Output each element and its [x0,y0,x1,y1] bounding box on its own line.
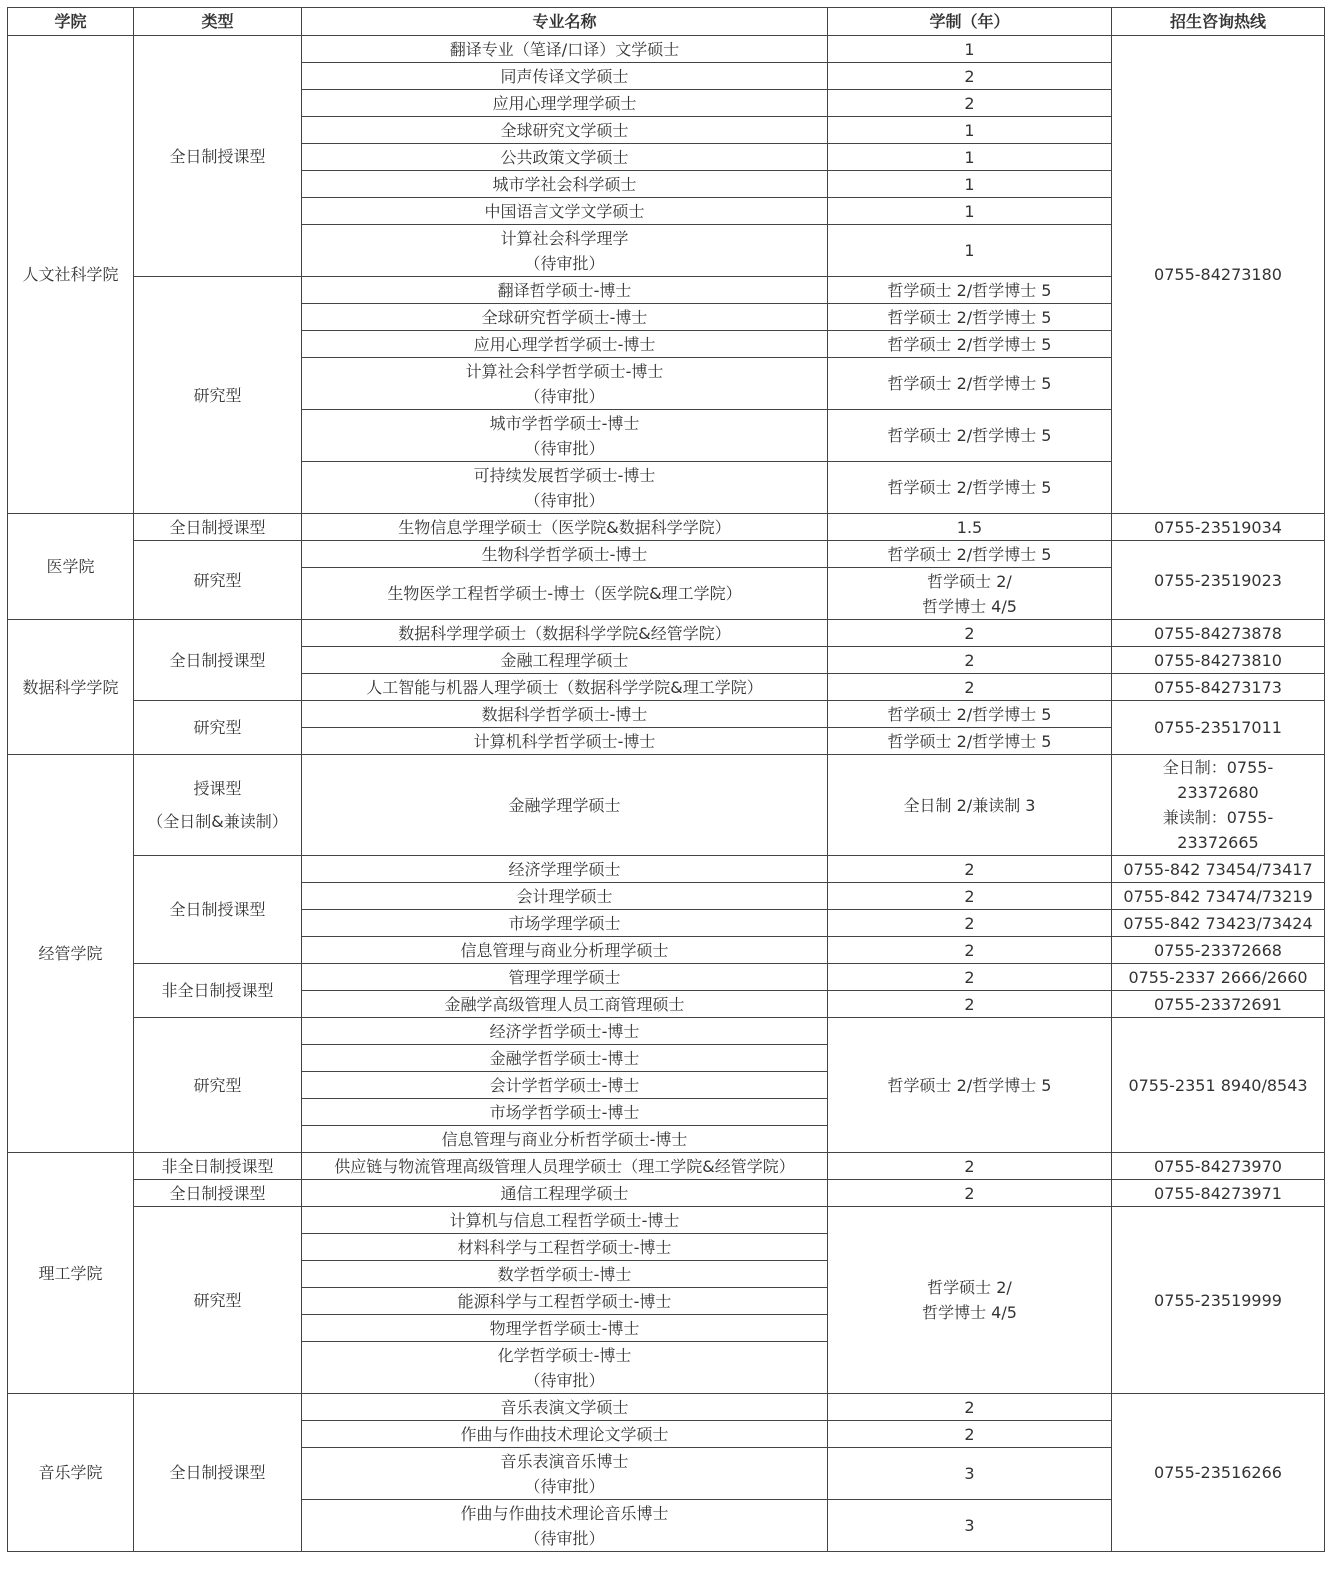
program-title: 作曲与作曲技术理论音乐博士 [460,1503,669,1523]
duration-line: 哲学博士 4/5 [922,596,1017,616]
hotline: 0755-2351 8940/8543 [1112,1018,1325,1153]
school-name: 医学院 [8,514,134,620]
program-type: 非全日制授课型 [134,1153,302,1180]
program-duration: 哲学硕士 2/哲学博士 5 [828,331,1112,358]
program-name: 信息管理与商业分析哲学硕士-博士 [302,1126,828,1153]
program-name: 生物科学哲学硕士-博士 [302,541,828,568]
program-type: 全日制授课型 [134,1180,302,1207]
header-program: 专业名称 [302,8,828,36]
table-row [8,1018,1325,1045]
program-duration: 2 [828,910,1112,937]
program-name: 翻译专业（笔译/口译）文学硕士 [302,36,828,63]
program-name: 市场学哲学硕士-博士 [302,1099,828,1126]
program-name: 信息管理与商业分析理学硕士 [302,937,828,964]
hotline-line: 23372680 [1177,783,1259,802]
program-name: 材料科学与工程哲学硕士-博士 [302,1234,828,1261]
hotline-line: 23372665 [1177,833,1259,852]
header-row [8,8,1325,36]
program-duration: 2 [828,1394,1112,1421]
program-type: 研究型 [134,701,302,755]
program-duration: 全日制 2/兼读制 3 [828,755,1112,856]
program-name: 经济学哲学硕士-博士 [302,1018,828,1045]
hotline: 0755-84273971 [1112,1180,1325,1207]
program-type: 全日制授课型 [134,856,302,964]
program-name: 会计理学硕士 [302,883,828,910]
hotline: 0755-84273810 [1112,647,1325,674]
program-name [302,358,828,410]
program-name: 市场学理学硕士 [302,910,828,937]
program-duration: 1 [828,225,1112,277]
table-row [8,514,1325,541]
table-row [8,701,1325,728]
hotline-line: 兼读制：0755- [1162,808,1274,827]
program-duration: 2 [828,937,1112,964]
program-title: 计算社会科学理学 [500,228,629,248]
program-title: 城市学哲学硕士-博士 [489,413,640,433]
program-duration: 2 [828,883,1112,910]
program-duration: 1 [828,36,1112,63]
pending-note: （待审批） [524,490,605,510]
header-hotline: 招生咨询热线 [1112,8,1325,36]
program-type: 全日制授课型 [134,1394,302,1552]
program-duration: 2 [828,1180,1112,1207]
program-type [134,755,302,856]
program-duration: 2 [828,991,1112,1018]
program-name: 城市学社会科学硕士 [302,171,828,198]
program-duration: 哲学硕士 2/哲学博士 5 [828,410,1112,462]
hotline: 0755-23372691 [1112,991,1325,1018]
program-type: 非全日制授课型 [134,964,302,1018]
hotline [1112,755,1325,856]
hotline: 0755-23519999 [1112,1207,1325,1394]
hotline: 0755-842 73474/73219 [1112,883,1325,910]
program-name [302,462,828,514]
program-table [7,7,1325,1552]
table-row [8,856,1325,883]
program-duration: 2 [828,1421,1112,1448]
pending-note: （待审批） [524,1476,605,1496]
program-name [302,1448,828,1500]
program-name: 同声传译文学硕士 [302,63,828,90]
hotline: 0755-842 73423/73424 [1112,910,1325,937]
program-duration: 2 [828,90,1112,117]
program-duration: 2 [828,964,1112,991]
program-type: 研究型 [134,1018,302,1153]
program-duration: 哲学硕士 2/哲学博士 5 [828,728,1112,755]
program-duration: 哲学硕士 2/哲学博士 5 [828,304,1112,331]
program-name: 经济学理学硕士 [302,856,828,883]
hotline: 0755-842 73454/73417 [1112,856,1325,883]
program-name: 应用心理学理学硕士 [302,90,828,117]
program-duration: 哲学硕士 2/哲学博士 5 [828,277,1112,304]
table-row [8,755,1325,856]
program-name: 数据科学哲学硕士-博士 [302,701,828,728]
program-name: 金融工程理学硕士 [302,647,828,674]
program-table-wrapper [7,7,1324,1552]
program-name: 管理学理学硕士 [302,964,828,991]
table-row [8,1394,1325,1421]
program-duration: 哲学硕士 2/哲学博士 5 [828,701,1112,728]
program-name [302,225,828,277]
pending-note: （待审批） [524,253,605,273]
header-type: 类型 [134,8,302,36]
table-row [8,541,1325,568]
program-name: 全球研究文学硕士 [302,117,828,144]
school-name: 经管学院 [8,755,134,1153]
program-name [302,1500,828,1552]
program-name: 生物医学工程哲学硕士-博士（医学院&理工学院） [302,568,828,620]
hotline-line: 全日制：0755- [1162,758,1274,777]
program-type: 全日制授课型 [134,36,302,277]
hotline: 0755-2337 2666/2660 [1112,964,1325,991]
program-type: 研究型 [134,1207,302,1394]
table-row [8,1180,1325,1207]
program-duration: 哲学硕士 2/哲学博士 5 [828,1018,1112,1153]
program-duration: 哲学硕士 2/哲学博士 5 [828,462,1112,514]
header-school: 学院 [8,8,134,36]
program-name: 金融学高级管理人员工商管理硕士 [302,991,828,1018]
pending-note: （待审批） [524,1370,605,1390]
program-name: 全球研究哲学硕士-博士 [302,304,828,331]
table-row [8,964,1325,991]
program-title: 化学哲学硕士-博士 [497,1345,632,1365]
program-duration: 2 [828,620,1112,647]
program-name: 计算机科学哲学硕士-博士 [302,728,828,755]
program-title: 可持续发展哲学硕士-博士 [473,465,656,485]
table-row [8,1153,1325,1180]
table-row [8,620,1325,647]
hotline: 0755-23519023 [1112,541,1325,620]
duration-line: 哲学硕士 2/ [927,1278,1012,1297]
program-title: 计算社会科学哲学硕士-博士 [465,361,664,381]
program-duration: 2 [828,63,1112,90]
table-row [8,36,1325,63]
pending-note: （待审批） [524,438,605,458]
program-type: 研究型 [134,541,302,620]
program-name: 生物信息学理学硕士（医学院&数据科学学院） [302,514,828,541]
program-name: 公共政策文学硕士 [302,144,828,171]
table-row [8,1207,1325,1234]
type-line: 授课型 [193,779,242,798]
hotline: 0755-84273173 [1112,674,1325,701]
program-name: 数据科学理学硕士（数据科学学院&经管学院） [302,620,828,647]
program-title: 音乐表演音乐博士 [500,1451,629,1471]
pending-note: （待审批） [524,1528,605,1548]
hotline: 0755-23517011 [1112,701,1325,755]
program-name: 数学哲学硕士-博士 [302,1261,828,1288]
program-name: 人工智能与机器人理学硕士（数据科学学院&理工学院） [302,674,828,701]
program-duration: 3 [828,1448,1112,1500]
duration-line: 哲学硕士 2/ [927,571,1012,591]
program-name: 应用心理学哲学硕士-博士 [302,331,828,358]
program-type: 全日制授课型 [134,620,302,701]
program-name: 会计学哲学硕士-博士 [302,1072,828,1099]
program-duration: 2 [828,1153,1112,1180]
program-duration [828,1207,1112,1394]
program-duration: 3 [828,1500,1112,1552]
program-name: 通信工程理学硕士 [302,1180,828,1207]
program-duration: 哲学硕士 2/哲学博士 5 [828,358,1112,410]
hotline: 0755-84273878 [1112,620,1325,647]
program-duration: 1.5 [828,514,1112,541]
program-name: 翻译哲学硕士-博士 [302,277,828,304]
program-type: 研究型 [134,277,302,514]
program-name: 作曲与作曲技术理论文学硕士 [302,1421,828,1448]
school-name: 人文社科学院 [8,36,134,514]
pending-note: （待审批） [524,386,605,406]
program-name: 能源科学与工程哲学硕士-博士 [302,1288,828,1315]
program-name [302,410,828,462]
program-duration: 1 [828,171,1112,198]
duration-line: 哲学博士 4/5 [922,1303,1017,1322]
program-name: 金融学哲学硕士-博士 [302,1045,828,1072]
program-name: 金融学理学硕士 [302,755,828,856]
program-name: 中国语言文学文学硕士 [302,198,828,225]
hotline: 0755-23516266 [1112,1394,1325,1552]
program-duration: 2 [828,856,1112,883]
program-name: 供应链与物流管理高级管理人员理学硕士（理工学院&经管学院） [302,1153,828,1180]
hotline: 0755-23372668 [1112,937,1325,964]
program-name: 音乐表演文学硕士 [302,1394,828,1421]
program-type: 全日制授课型 [134,514,302,541]
program-duration: 1 [828,117,1112,144]
hotline: 0755-23519034 [1112,514,1325,541]
school-name: 理工学院 [8,1153,134,1394]
hotline: 0755-84273970 [1112,1153,1325,1180]
header-duration: 学制（年） [828,8,1112,36]
school-name: 数据科学学院 [8,620,134,755]
program-name [302,1342,828,1394]
type-line: （全日制&兼读制） [147,812,288,831]
program-duration: 2 [828,647,1112,674]
program-duration [828,568,1112,620]
program-duration: 2 [828,674,1112,701]
program-duration: 1 [828,144,1112,171]
hotline: 0755-84273180 [1112,36,1325,514]
program-duration: 1 [828,198,1112,225]
program-name: 物理学哲学硕士-博士 [302,1315,828,1342]
school-name: 音乐学院 [8,1394,134,1552]
program-name: 计算机与信息工程哲学硕士-博士 [302,1207,828,1234]
program-duration: 哲学硕士 2/哲学博士 5 [828,541,1112,568]
